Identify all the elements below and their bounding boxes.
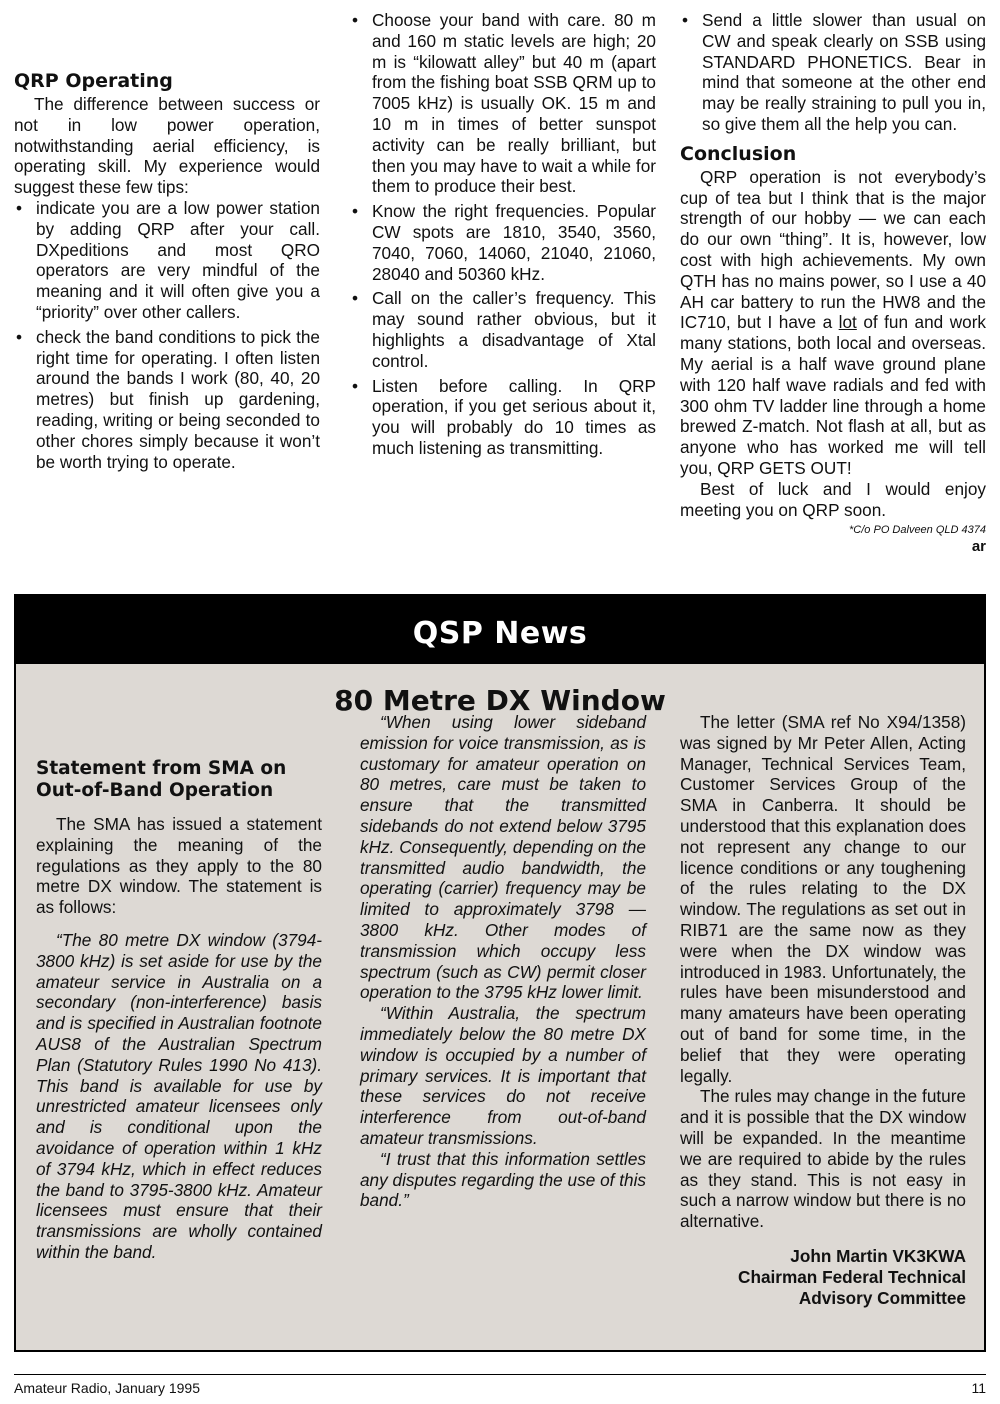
qrp-heading: QRP Operating [14,70,173,92]
qrp-tips-list-b [350,10,656,459]
conclusion-paragraph [680,167,986,479]
qrp-tip: • Listen before calling. In QRP operation, if you get serious about it, you will probably do 10 times as much listening as transmitting. [350,376,656,459]
qsp-column-3 [680,712,966,1309]
footer-page-number: 11 [971,1380,986,1396]
letter-paragraph: The letter (SMA ref No X94/1358) was signed by Mr Peter Allen, Acting Manager, Technical Services Team, Customer Services Group of the SMA in Canberra. It should be understood that this explanation does not represent any change to our licence conditions or any toughening of the rules relating to the DX window. The regulations as set out in RIB71 are the same now as they were when the DX window was introduced in 1983. Unfortunately, the rules have been misunderstood and many amateurs have been operating out of band for some time, in the belief that they were operating legally. [680,712,966,1086]
qrp-intro: The difference between success or not in low power operation, notwithstanding aerial efficiency, is operating skill. My experience would suggest these few tips: [14,94,320,198]
qrp-tip: • Choose your band with care. 80 m and 160 m static levels are high; 20 m is “kilowatt alley” but 40 m (apart from the fishing boat SSB QRM up to 7005 kHz) is usually OK. 15 m and 10 m in times of better sunspot activity can be really brilliant, but then you may have to wait a while for them to produce their best. [350,10,656,197]
qsp-news-box [14,594,986,1352]
qrp-tip: • Know the right frequencies. Popular CW spots are 1810, 3540, 3560, 7040, 7060, 14060, 21040, 21060, 28040 and 50360 kHz. [350,201,656,284]
qrp-column-3 [680,10,986,556]
footer-publication: Amateur Radio, January 1995 [14,1380,200,1396]
qrp-tip: • Call on the caller’s frequency. This may sound rather obvious, but it highlights a disadvantage of Xtal control. [350,288,656,371]
footer-rule [14,1374,986,1375]
conclusion-closing: Best of luck and I would enjoy meeting you on QRP soon. [680,478,986,520]
rules-paragraph: The rules may change in the future and it is possible that the DX window will be expanded. In the meantime we are required to abide by the rules as they stand. This is not easy in such a narrow window but there is no alternative. [680,1086,966,1232]
conclusion-text-lot: lot [838,312,857,333]
conclusion-text-a: QRP operation is not everybody’s cup of tea but I think that is the major strength of our hobby — we can each do our own “thing”. It is, however, low cost with high achievements. My own QTH has no mains power, so I use a 40 AH car battery to run the HW8 and the IC710, but I have a [680,166,986,333]
sma-quote-3: “Within Australia, the spectrum immediately below the 80 metre DX window is occupied by a number of primary services. It is important that these services do not receive interference from out-of-band amateur transmissions. [360,1003,646,1148]
signature-committee: Advisory Committee [798,1287,966,1308]
qrp-column-2 [350,10,656,463]
sma-subheading: Statement from SMA on Out-of-Band Operation [36,758,287,801]
qrp-tips-list-c [680,10,986,135]
qrp-tip: • check the band conditions to pick the right time for operating. I often listen around the bands I work (80, 40, 20 metres) but finish up gardening, reading, writing or being seconded to other chores simply because it won’t be worth trying to operate. [14,327,320,473]
qrp-tip: • indicate you are a low power station by adding QRP after your call. DXpeditions and most QRO operators are very mindful of the meaning and it will often give you a “priority” over other callers. [14,198,320,323]
signature-title: Chairman Federal Technical [738,1266,966,1287]
signature-block [680,1246,966,1309]
qrp-tip: • Send a little slower than usual on CW and speak clearly on SSB using STANDARD PHONETICS. Bear in mind that someone at the other end may be really straining to pull you in, so give them all the help you can. [680,10,986,135]
qsp-column-2 [360,712,646,1211]
article-title: 80 Metre DX Window [334,684,666,717]
sma-quote-2: “When using lower sideband emission for voice transmission, as is customary for amateur operation on 80 metres, care must be taken to ensure that the transmitted sidebands do not extend below 3795 kHz. Consequently, depending on the transmitted audio bandwidth, the operating (carrier) frequency may be limited to approximately 3798 — 3800 kHz. Other modes of transmission which occupy less spectrum (such as CW) permit closer operation to the 3795 kHz lower limit. [360,712,646,1003]
end-mark: ar [971,538,986,556]
sma-quote-4: “I trust that this information settles any disputes regarding the use of this band.” [360,1148,646,1211]
author-address: *C/o PO Dalveen QLD 4374 [849,524,986,537]
sma-quote-1: “The 80 metre DX window (3794-3800 kHz) is set aside for use by the amateur service in Australia on a secondary (non-interference) basis and is specified in Australian footnote AUS8 of the Australian Spectrum Plan (Statutory Rules 1990 No 413). This band is available for use by unrestricted amateur licensees only and is conditional upon the avoidance of operation within 1 kHz of 3794 kHz, which in effect reduces the band to 3795-3800 kHz. Amateur licensees must ensure that their transmissions are wholly contained within the band. [36,929,322,1262]
qrp-column-1 [14,70,320,476]
qsp-news-banner: QSP News [16,596,984,664]
qrp-tips-list-a [14,198,320,472]
signature-name: John Martin VK3KWA [790,1245,966,1266]
conclusion-text-b: of fun and work many stations, both local and overseas. My aerial is a half wave ground plane with 120 half wave radials and fed with 300 ohm TV ladder line through a home brewed Z-match. Not flash at all, but as anyone who has worked me will tell you, QRP GETS OUT! [680,312,987,478]
sma-intro: The SMA has issued a statement explaining the meaning of the regulations as they apply to the 80 metre DX window. The statement is as follows: [36,814,322,918]
conclusion-heading: Conclusion [680,142,797,165]
qsp-column-1 [36,758,322,1263]
